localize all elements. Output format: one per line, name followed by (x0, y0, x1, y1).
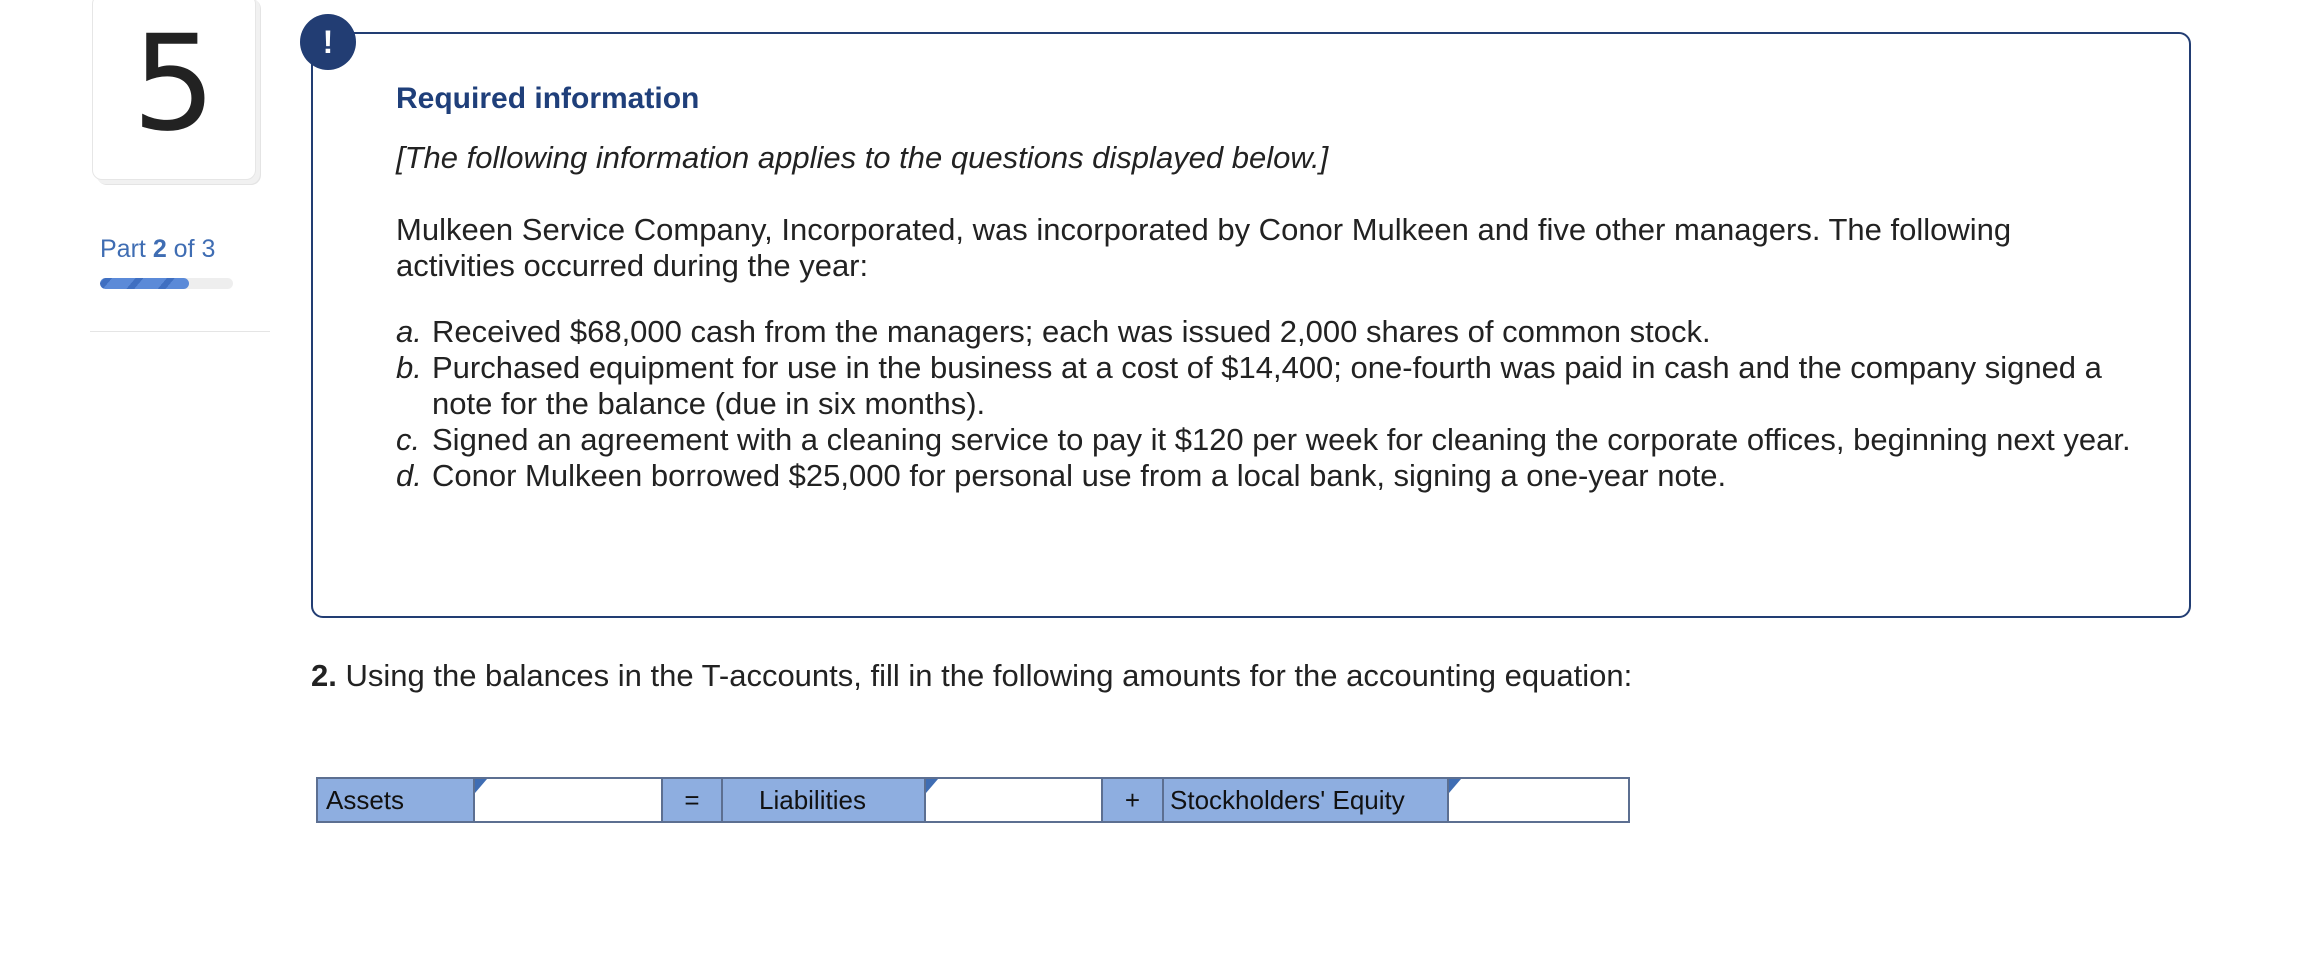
scenario-intro: Mulkeen Service Company, Incorporated, was incorporated by Conor Mulkeen and five other managers. The following activities occurred during the year: (396, 212, 2012, 283)
item-text: Purchased equipment for use in the business at a cost of $14,400; one-fourth was paid in cash and the company signed a note for the balance (due in six months). (432, 350, 2102, 421)
part-indicator (100, 235, 215, 264)
item-text: Signed an agreement with a cleaning service to pay it $120 per week for cleaning the corporate offices, beginning next year. (432, 422, 2131, 457)
required-information-subtitle: [The following information applies to the questions displayed below.] (396, 140, 1329, 175)
item-letter: a. (396, 314, 422, 349)
list-item (396, 422, 2141, 458)
list-item (396, 350, 2141, 422)
input-flag-icon (926, 779, 938, 793)
question-part-number: 2. (311, 658, 337, 693)
item-letter: c. (396, 422, 421, 457)
part-suffix: of 3 (173, 235, 216, 263)
item-text: Received $68,000 cash from the managers; each was issued 2,000 shares of common stock. (432, 314, 1711, 349)
activity-list (396, 314, 2141, 494)
required-information-title: Required information (396, 82, 700, 115)
stockholders-equity-input[interactable] (1449, 779, 1628, 821)
assets-cell[interactable] (475, 779, 663, 821)
stockholders-equity-cell[interactable] (1449, 779, 1628, 821)
list-item (396, 314, 2141, 350)
liabilities-cell[interactable] (926, 779, 1103, 821)
plus-sign: + (1103, 779, 1164, 821)
part-current: 2 (152, 235, 167, 263)
part-prefix: Part (100, 235, 146, 263)
liabilities-input[interactable] (926, 779, 1101, 821)
exclamation-icon: ! (300, 14, 356, 70)
item-letter: d. (396, 458, 422, 493)
assets-input[interactable] (475, 779, 661, 821)
input-flag-icon (1449, 779, 1461, 793)
rail-divider (90, 331, 270, 332)
equals-sign: = (663, 779, 723, 821)
question-number-card (92, 0, 256, 180)
question-prompt (311, 658, 1632, 694)
part-progress-bar (100, 278, 233, 289)
liabilities-label: Liabilities (723, 779, 926, 821)
list-item (396, 458, 2141, 494)
stockholders-equity-label: Stockholders' Equity (1164, 779, 1449, 821)
part-progress-fill (100, 278, 189, 289)
item-letter: b. (396, 350, 422, 385)
item-text: Conor Mulkeen borrowed $25,000 for personal use from a local bank, signing a one-year note. (432, 458, 1727, 493)
assets-label: Assets (318, 779, 475, 821)
accounting-equation-table (316, 777, 1630, 823)
input-flag-icon (475, 779, 487, 793)
question-text: Using the balances in the T-accounts, fill in the following amounts for the accounting equation: (345, 658, 1633, 693)
question-number: 5 (132, 7, 216, 161)
